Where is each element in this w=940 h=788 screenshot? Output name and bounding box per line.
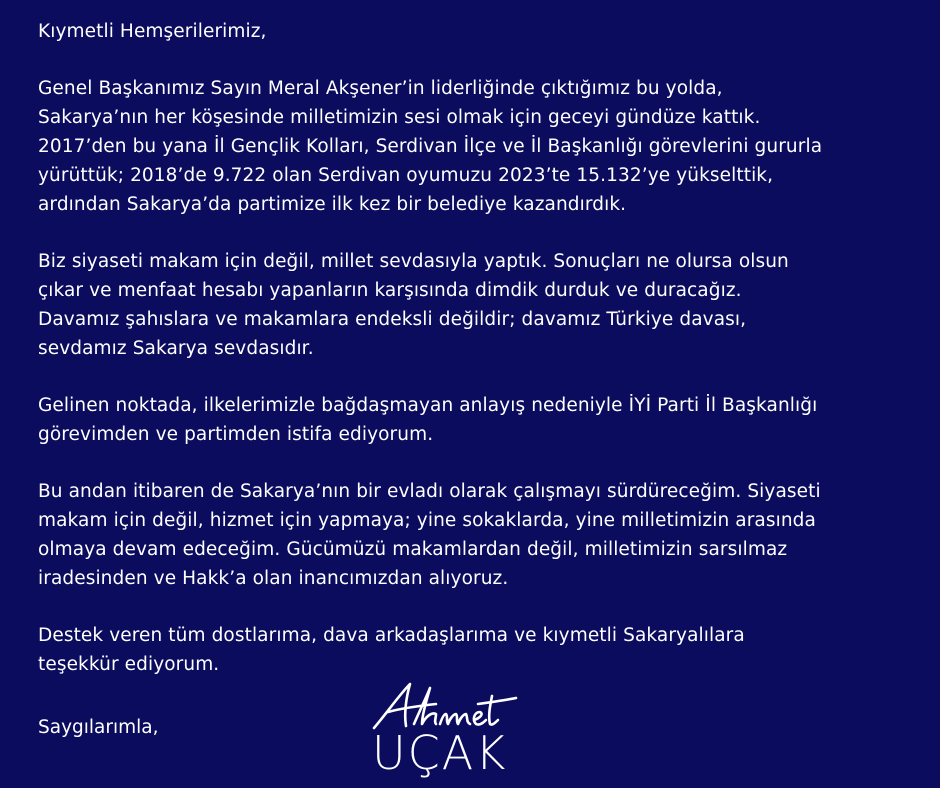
letter-paragraph-1: Genel Başkanımız Sayın Meral Akşener’in liderliğinde çıktığımız bu yolda, Sakarya’nın her köşesinde milletimizin sesi olmak için geceyi gündüze kattık. 2017’den bu yana İl Gençlik Kolları, Serdivan İlçe ve İl Başkanlığı görevlerini gururla yürüttük; 2018’de 9.722 olan Serdivan oyumuzu 2023’te 15.132’ye yükselttik, ardından Sakarya’da partimize ilk kez bir belediye kazandırdık.: [38, 78, 823, 215]
signature: [366, 680, 576, 784]
letter-paragraph-4: Bu andan itibaren de Sakarya’nın bir evladı olarak çalışmayı sürdüreceğim. Siyaseti makam için değil, hizmet için yapmaya; yine sokaklarda, yine milletimizin arasında olmaya devam edeceğim. Gücümüzü makamlardan değil, milletimizin sarsılmaz iradesinden ve Hakk’a olan inancımızdan alıyoruz.: [38, 481, 821, 589]
letter-closing: Saygılarımla,: [38, 717, 159, 738]
letter-greeting: Kıymetli Hemşerilerimiz,: [38, 21, 267, 42]
signature-surname: UÇAK: [372, 726, 508, 780]
letter-paragraph-5: Destek veren tüm dostlarıma, dava arkadaşlarıma ve kıymetli Sakaryalılara teşekkür ediyorum.: [38, 625, 745, 675]
letter-body: [38, 17, 910, 679]
letter-paragraph-2: Biz siyaseti makam için değil, millet sevdasıyla yaptık. Sonuçları ne olursa olsun çıkar ve menfaat hesabı yapanların karşısında dimdik durduk ve duracağız. Davamız şahıslara ve makamlara endeksli değildir; davamız Türkiye davası, sevdamız Sakarya sevdasıdır.: [38, 251, 789, 359]
letter-paragraph-3: Gelinen noktada, ilkelerimizle bağdaşmayan anlayış nedeniyle İYİ Parti İl Başkanlığı görevimden ve partimden istifa ediyorum.: [38, 395, 818, 445]
